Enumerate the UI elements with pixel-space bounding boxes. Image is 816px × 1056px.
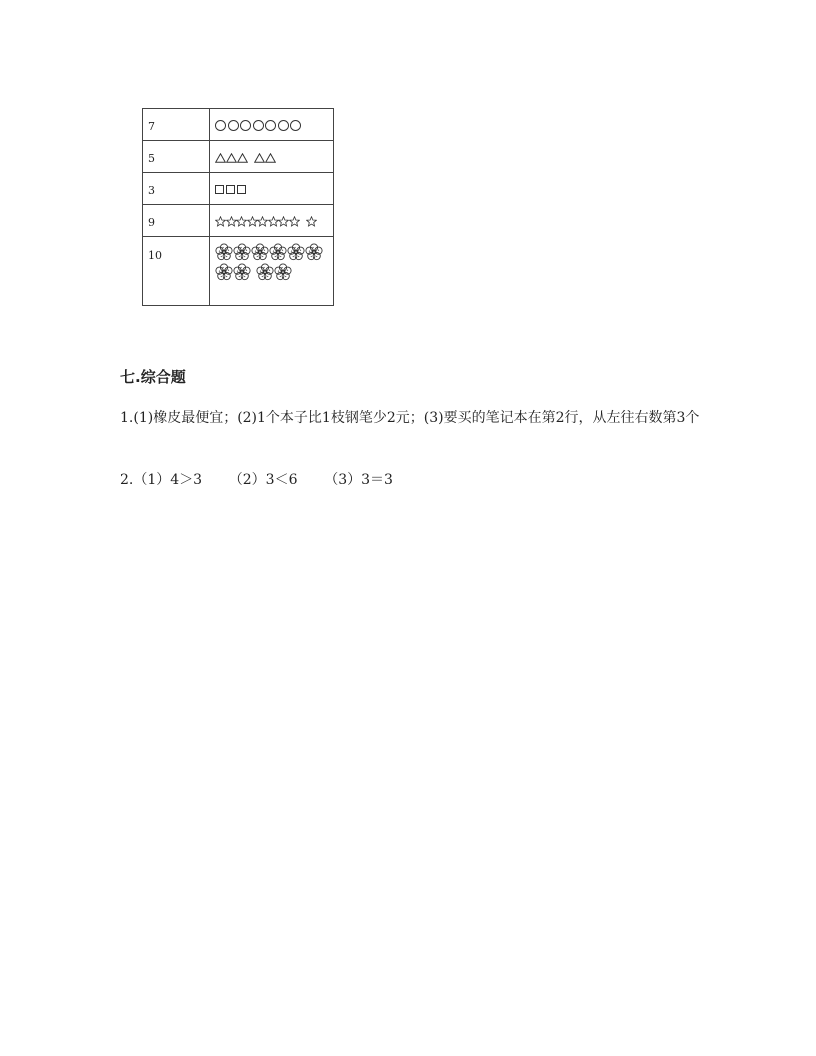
answer-2-text: 2.（1）4＞3 （2）3＜6 （3）3＝3 bbox=[120, 472, 393, 488]
square-icon bbox=[215, 185, 224, 194]
count-table bbox=[142, 108, 334, 306]
triangle-icon bbox=[237, 153, 248, 163]
table-row bbox=[143, 173, 334, 205]
flower-icon bbox=[233, 263, 251, 281]
square-icon bbox=[237, 185, 246, 194]
flower-icon bbox=[269, 243, 287, 261]
flower-icon bbox=[215, 243, 233, 261]
triangle-icon bbox=[254, 153, 265, 163]
table-row bbox=[143, 237, 334, 306]
flower-icon bbox=[233, 243, 251, 261]
circle-icon bbox=[240, 120, 251, 131]
star-icon bbox=[215, 216, 226, 227]
shape-cell bbox=[210, 141, 334, 173]
triangle-icon bbox=[265, 153, 276, 163]
star-icon bbox=[306, 216, 317, 227]
circle-icon bbox=[253, 120, 264, 131]
star-icon bbox=[247, 216, 258, 227]
square-icon bbox=[226, 185, 235, 194]
number-cell bbox=[143, 205, 210, 237]
number-label: 3 bbox=[148, 184, 155, 197]
table-row bbox=[143, 141, 334, 173]
star-icon bbox=[278, 216, 289, 227]
circle-icon bbox=[278, 120, 289, 131]
answer-2 bbox=[120, 469, 700, 491]
flower-icon bbox=[256, 263, 274, 281]
flower-icon bbox=[274, 263, 292, 281]
flowers-group bbox=[210, 237, 333, 283]
shape-cell bbox=[210, 237, 334, 306]
star-icon bbox=[268, 216, 279, 227]
answer-1: 1.(1)橡皮最便宜；(2)1个本子比1枝钢笔少2元；(3)要买的笔记本在第2行，从左往右数第3个 bbox=[120, 410, 700, 426]
star-icon bbox=[257, 216, 268, 227]
number-cell bbox=[143, 109, 210, 141]
stars-group bbox=[210, 205, 333, 228]
number-cell bbox=[143, 173, 210, 205]
number-label: 9 bbox=[148, 216, 155, 229]
shape-cell bbox=[210, 173, 334, 205]
flower-icon bbox=[215, 263, 233, 281]
flower-icon bbox=[287, 243, 305, 261]
shape-cell bbox=[210, 205, 334, 237]
table-row bbox=[143, 109, 334, 141]
circle-icon bbox=[228, 120, 239, 131]
squares-group bbox=[210, 173, 333, 196]
table-row bbox=[143, 205, 334, 237]
star-icon bbox=[236, 216, 247, 227]
star-icon bbox=[226, 216, 237, 227]
number-label: 7 bbox=[148, 120, 155, 133]
star-icon bbox=[289, 216, 300, 227]
number-cell bbox=[143, 141, 210, 173]
flower-icon bbox=[305, 243, 323, 261]
number-cell bbox=[143, 237, 210, 306]
shape-cell bbox=[210, 109, 334, 141]
circles-group bbox=[210, 109, 333, 132]
section-title: 七.综合题 bbox=[120, 368, 186, 386]
circle-icon bbox=[265, 120, 276, 131]
triangle-icon bbox=[226, 153, 237, 163]
triangle-icon bbox=[215, 153, 226, 163]
triangles-group bbox=[210, 141, 333, 164]
number-label: 5 bbox=[148, 152, 155, 165]
circle-icon bbox=[215, 120, 226, 131]
number-label: 10 bbox=[148, 249, 162, 262]
flower-icon bbox=[251, 243, 269, 261]
circle-icon bbox=[290, 120, 301, 131]
